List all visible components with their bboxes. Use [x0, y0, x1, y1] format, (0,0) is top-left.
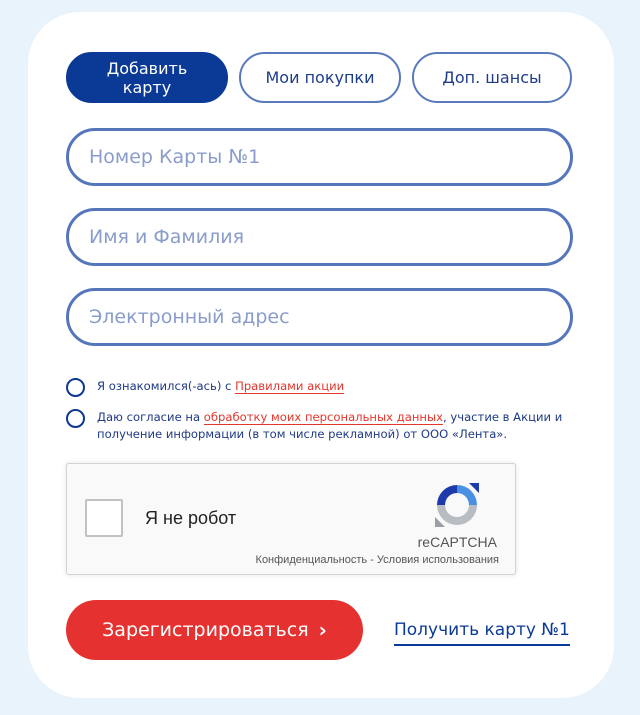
rules-consent-prefix: Я ознакомился(-ась) с [97, 379, 236, 393]
rules-link[interactable]: Правилами акции [235, 379, 345, 393]
data-consent [66, 409, 566, 443]
chevron-right-icon: › [318, 618, 327, 642]
personal-data-link[interactable]: обработку моих персональных данных [203, 410, 443, 424]
recaptcha-checkbox[interactable] [85, 499, 123, 537]
data-consent-suffix: , участие в Акции и получение информации (в том числе рекламной) от ООО «Лента». [97, 410, 563, 441]
recaptcha-links [256, 554, 499, 566]
recaptcha-brand: reCAPTCHA [417, 534, 497, 550]
data-consent-text [97, 409, 566, 443]
full-name-input[interactable] [66, 208, 573, 266]
rules-consent-radio[interactable] [66, 378, 85, 397]
data-consent-radio[interactable] [66, 409, 85, 428]
tab-my-purchases-label: Мои покупки [265, 68, 375, 87]
rules-consent [66, 378, 566, 397]
tab-add-card[interactable] [66, 52, 228, 103]
card-number-input[interactable] [66, 128, 573, 186]
recaptcha-logo-icon [433, 481, 481, 529]
recaptcha-label: Я не робот [145, 508, 237, 528]
get-card-link[interactable]: Получить карту №1 [394, 620, 570, 646]
tab-bar [66, 52, 572, 103]
recaptcha-privacy-link[interactable]: Конфиденциальность [255, 554, 368, 566]
rules-consent-text [97, 378, 344, 395]
recaptcha-terms-link[interactable]: Условия использования [376, 554, 499, 566]
data-consent-prefix: Даю согласие на [97, 410, 204, 424]
tab-extra-chances[interactable] [412, 52, 572, 103]
registration-card [28, 12, 614, 698]
tab-my-purchases[interactable] [239, 52, 401, 103]
register-button[interactable] [66, 600, 363, 660]
recaptcha-widget [66, 463, 516, 575]
email-input[interactable] [66, 288, 573, 346]
register-button-label: Зарегистрироваться [102, 619, 309, 641]
tab-add-card-label: Добавить карту [106, 58, 188, 97]
recaptcha-links-separator: - [367, 554, 377, 566]
tab-extra-chances-label: Доп. шансы [442, 68, 542, 87]
